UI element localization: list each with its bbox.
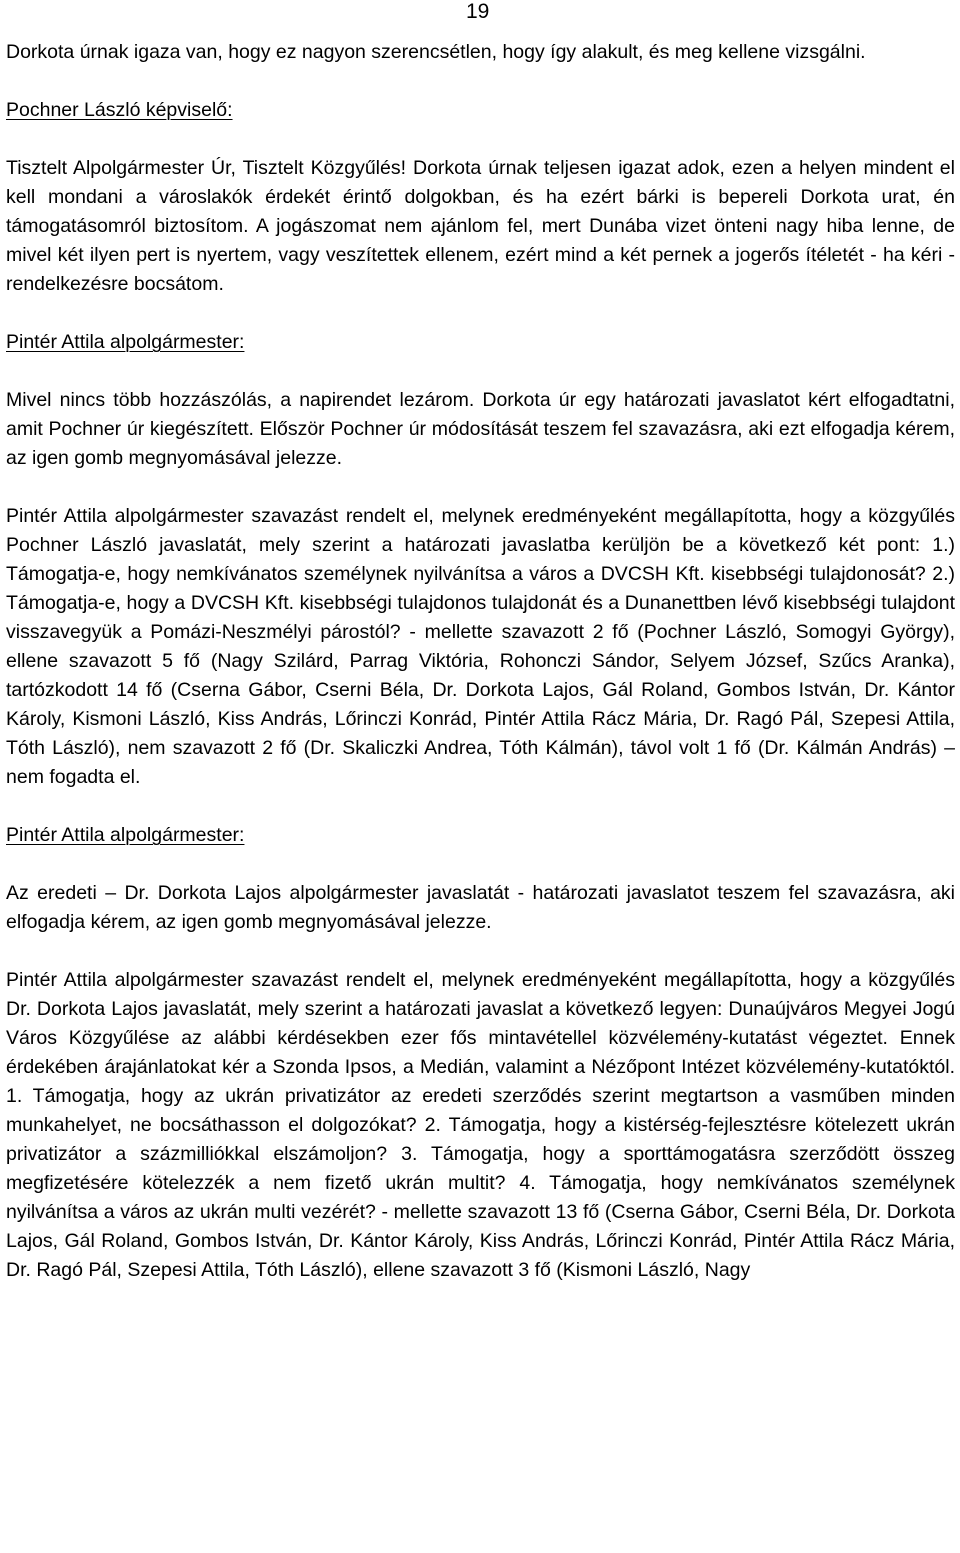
speaker-heading-pochner: Pochner László képviselő: <box>6 99 233 121</box>
paragraph-vote-result-1: Pintér Attila alpolgármester szavazást rendelt el, melynek eredményeként megállapította, hogy a közgyűlés Pochner László javaslatát, mely szerint a határozati javaslatba kerüljön be a következő két pont: 1.) Támogatja-e, hogy nemkívánatos személynek nyilvánítsa a város a DVCSH Kft. kisebbségi tulajdonosát? 2.) Támogatja-e, hogy a DVCSH Kft. kisebbségi tulajdonos tulajdonát és a Dunanettben lévő kisebbségi tulajdont visszavegyük a Pomázi-Neszmélyi párostól? - mellette szavazott 2 fő (Pochner László, Somogyi György), ellene szavazott 5 fő (Nagy Szilárd, Parrag Viktória, Rohonczi Sándor, Selyem József, Szűcs Aranka), tartózkodott 14 fő (Cserna Gábor, Cserni Béla, Dr. Dorkota Lajos, Gál Roland, Gombos István, Dr. Kántor Károly, Kismoni László, Kiss András, Lőrinczi Konrád, Pintér Attila Rácz Mária, Dr. Ragó Pál, Szepesi Attila, Tóth László), nem szavazott 2 fő (Dr. Skaliczki Andrea, Tóth Kálmán), távol volt 1 fő (Dr. Kálmán András) – nem fogadta el. <box>6 505 955 788</box>
speaker-heading-pinter-2: Pintér Attila alpolgármester: <box>6 824 245 846</box>
paragraph-dorkota-remark: Dorkota úrnak igaza van, hogy ez nagyon szerencsétlen, hogy így alakult, és meg kellene vizsgálni. <box>6 41 866 63</box>
paragraph-pinter-closing: Mivel nincs több hozzászólás, a napirendet lezárom. Dorkota úr egy határozati javaslatot kért elfogadtatni, amit Pochner úr kiegészített. Először Pochner úr módosítását teszem fel szavazásra, aki ezt elfogadja kérem, az igen gomb megnyomásával jelezze. <box>6 389 955 469</box>
paragraph-vote-result-2: Pintér Attila alpolgármester szavazást rendelt el, melynek eredményeként megállapította, hogy a közgyűlés Dr. Dorkota Lajos javaslatát, mely szerint a határozati javaslat a következő legyen: Dunaújváros Megyei Jogú Város Közgyűlése az alábbi kérdésekben ezer fős mintavétellel közvélemény-kutatást végeztet. Ennek érdekében árajánlatokat kér a Szonda Ipsos, a Medián, valamint a Nézőpont Intézet közvélemény-kutatóktól. 1. Támogatja, hogy az ukrán privatizátor az eredeti szerződés szerint megtartson a vasműben minden munkahelyet, ne bocsáthasson el dolgozókat? 2. Támogatja, hogy a kistérség-fejlesztésre kötelezett ukrán privatizátor a százmilliókkal elszámoljon? 3. Támogatja, hogy a sporttámogatásra szerződött összeg megfizetésére kötelezzék a nem fizető ukrán multit? 4. Támogatja, hogy nemkívánatos személynek nyilvánítsa a város az ukrán multi vezérét? - mellette szavazott 13 fő (Cserna Gábor, Cserni Béla, Dr. Dorkota Lajos, Gál Roland, Gombos István, Dr. Kántor Károly, Kiss András, Lőrinczi Konrád, Pintér Attila Rácz Mária, Dr. Ragó Pál, Szepesi Attila, Tóth László), ellene szavazott 3 fő (Kismoni László, Nagy <box>6 969 955 1281</box>
paragraph-pochner-speech: Tisztelt Alpolgármester Úr, Tisztelt Közgyűlés! Dorkota úrnak teljesen igazat adok, ezen a helyen mindent el kell mondani a városlakók érdekét érintő dolgokban, és ha ezért bárki is bepereli Dorkota urat, én támogatásomról biztosítom. A jogászomat nem ajánlom fel, mert Dunába vizet önteni nagy hiba lenne, de mivel két ilyen pert is nyertem, vagy veszítettek ellenem, ezért mind a két pernek a jogerős ítéletét - ha kéri - rendelkezésre bocsátom. <box>6 157 955 295</box>
speaker-heading-pinter-1: Pintér Attila alpolgármester: <box>6 331 245 353</box>
paragraph-original-proposal: Az eredeti – Dr. Dorkota Lajos alpolgármester javaslatát - határozati javaslatot teszem fel szavazásra, aki elfogadja kérem, az igen gomb megnyomásával jelezze. <box>6 882 955 933</box>
document-body <box>6 38 955 1285</box>
page-number: 19 <box>466 0 490 23</box>
